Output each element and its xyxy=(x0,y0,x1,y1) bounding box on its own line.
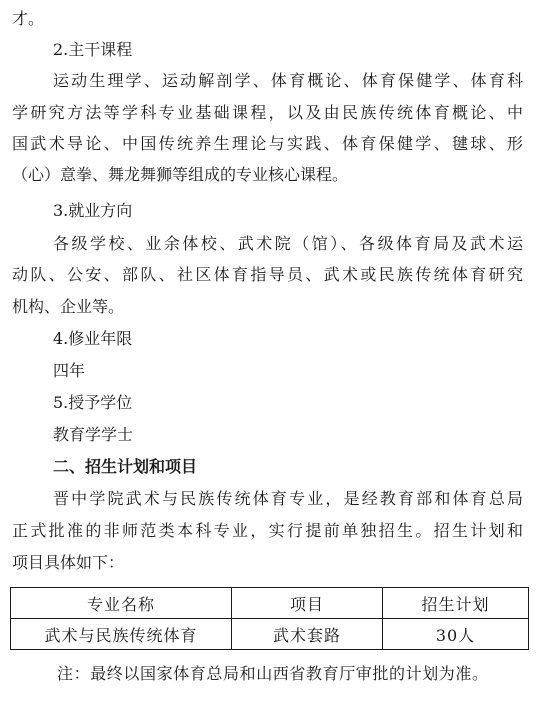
paragraph-line: 四年 xyxy=(53,361,86,380)
table-row xyxy=(11,619,529,650)
paragraph-line: 运动生理学、运动解剖学、体育概论、体育保健学、体育科 xyxy=(53,71,523,90)
paragraph-line: 动队、公安、部队、社区体育指导员、武术或民族传统体育研究 xyxy=(12,265,523,284)
paragraph-line: 项目具体如下： xyxy=(12,553,125,572)
section-title-main-courses: 2.主干课程 xyxy=(53,40,133,59)
paragraph-line: 国武术导论、中国传统养生理论与实践、体育保健学、毽球、形 xyxy=(12,134,523,153)
section-heading-enrollment: 二、招生计划和项目 xyxy=(53,457,198,476)
text-line: 才。 xyxy=(12,9,45,28)
table-header-cell: 项目 xyxy=(232,588,383,619)
paragraph-line: 各级学校、业余体校、武术院（馆）、各级体育局及武术运 xyxy=(53,234,523,253)
paragraph-line: 晋中学院武术与民族传统体育专业，是经教育部和体育总局 xyxy=(53,489,523,508)
table-header-cell: 招生计划 xyxy=(383,588,529,619)
paragraph-line: （心）意拳、舞龙舞狮等组成的专业核心课程。 xyxy=(12,165,349,184)
table-cell: 30人 xyxy=(383,619,529,650)
table-header-cell: 专业名称 xyxy=(11,588,232,619)
table-cell: 武术套路 xyxy=(232,619,383,650)
footnote: 注：最终以国家体育总局和山西省教育厅审批的计划为准。 xyxy=(57,664,489,683)
table-header-row xyxy=(11,588,529,619)
paragraph-line: 学研究方法等学科专业基础课程，以及由民族传统体育概论、中 xyxy=(12,103,523,122)
table-cell: 武术与民族传统体育 xyxy=(11,619,232,650)
section-title-employment: 3.就业方向 xyxy=(53,201,133,220)
enrollment-table xyxy=(10,587,529,650)
paragraph-line: 教育学学士 xyxy=(53,425,134,444)
paragraph-line: 正式批准的非师范类本科专业，实行提前单独招生。招生计划和 xyxy=(12,521,523,540)
section-title-duration: 4.修业年限 xyxy=(53,329,133,348)
paragraph-line: 机构、企业等。 xyxy=(12,297,125,316)
section-title-degree: 5.授予学位 xyxy=(53,393,133,412)
